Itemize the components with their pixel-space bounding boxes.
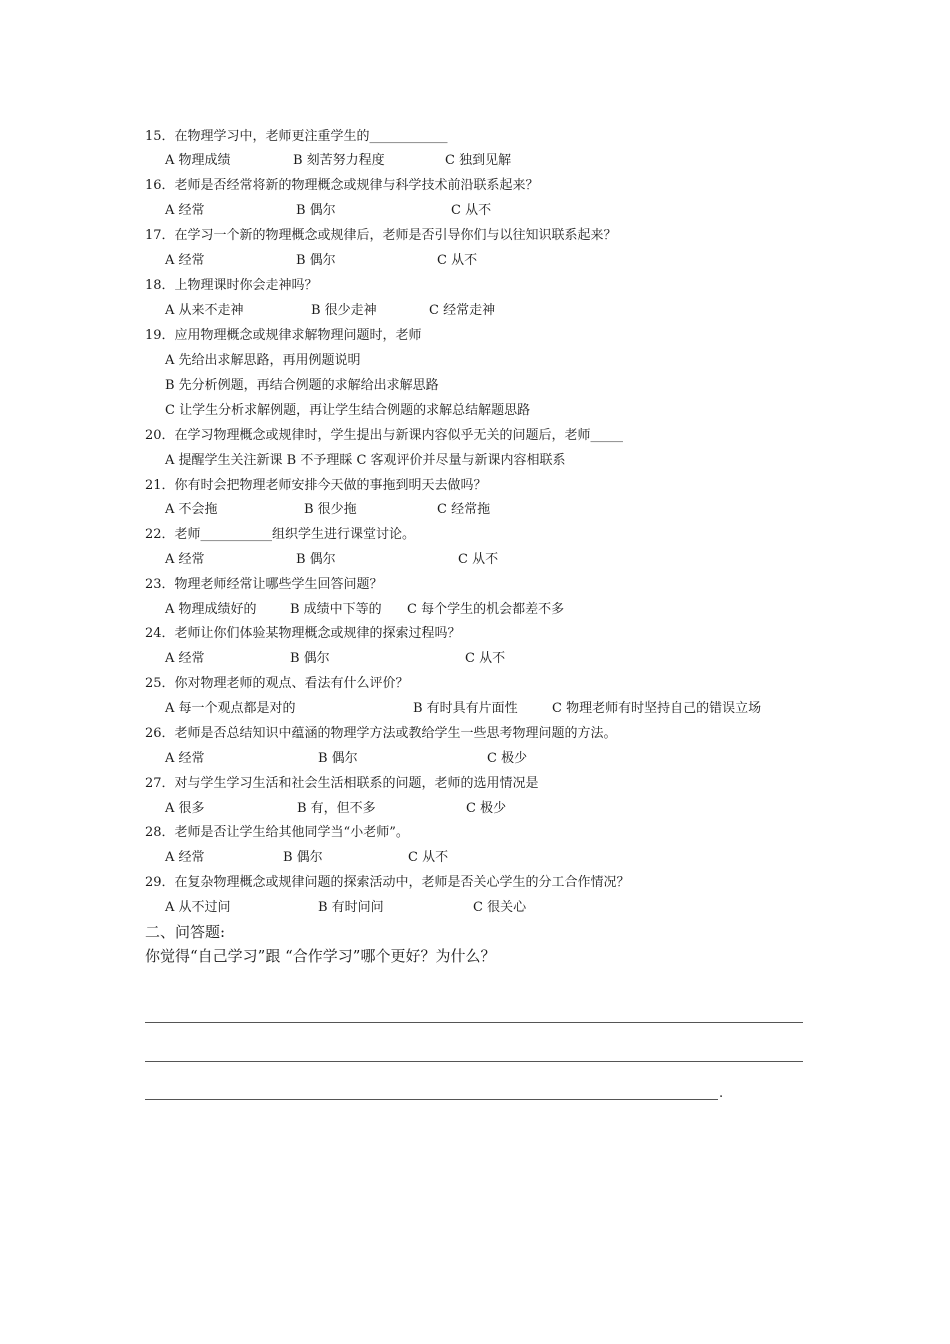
- option-21-c: C 经常拖: [437, 502, 491, 517]
- option-15-c: C 独到见解: [445, 153, 512, 168]
- answer-line-2[interactable]: [145, 1061, 803, 1062]
- question-21: 21．你有时会把物理老师安排今天做的事拖到明天去做吗？: [145, 478, 487, 493]
- option-16-b: B 偶尔: [296, 203, 336, 218]
- question-26: 26．老师是否总结知识中蕴涵的物理学方法或教给学生一些思考物理问题的方法。: [145, 726, 617, 741]
- question-20: 20．在学习物理概念或规律时，学生提出与新课内容似乎无关的问题后，老师_____: [145, 428, 624, 443]
- option-22-b: B 偶尔: [296, 552, 336, 567]
- question-28: 28．老师是否让学生给其他同学当“小老师”。: [145, 825, 409, 840]
- option-17-b: B 偶尔: [296, 253, 336, 268]
- option-25-b: B 有时具有片面性: [413, 701, 518, 716]
- option-16-c: C 从不: [451, 203, 492, 218]
- question-22: 22．老师___________组织学生进行课堂讨论。: [145, 527, 416, 542]
- option-22-c: C 从不: [458, 552, 499, 567]
- option-15-a: A 物理成绩: [165, 153, 231, 168]
- option-24-c: C 从不: [465, 651, 506, 666]
- option-24-b: B 偶尔: [290, 651, 330, 666]
- option-29-a: A 从不过问: [165, 900, 231, 915]
- question-18: 18．上物理课时你会走神吗？: [145, 278, 318, 293]
- option-29-b: B 有时问问: [318, 900, 384, 915]
- option-15-b: B 刻苦努力程度: [293, 153, 385, 168]
- option-19-c: C 让学生分析求解例题，再让学生结合例题的求解总结解题思路: [165, 403, 531, 418]
- option-28-b: B 偶尔: [283, 850, 323, 865]
- question-17: 17．在学习一个新的物理概念或规律后，老师是否引导你们与以往知识联系起来？: [145, 228, 617, 243]
- option-16-a: A 经常: [165, 203, 205, 218]
- option-21-a: A 不会拖: [165, 502, 218, 517]
- option-28-a: A 经常: [165, 850, 205, 865]
- option-22-a: A 经常: [165, 552, 205, 567]
- option-18-a: A 从来不走神: [165, 303, 244, 318]
- option-23-a: A 物理成绩好的: [165, 602, 257, 617]
- essay-question: 你觉得“自己学习”跟 “合作学习”哪个更好？为什么？: [145, 947, 496, 965]
- option-26-c: C 极少: [487, 751, 528, 766]
- option-29-c: C 很关心: [473, 900, 527, 915]
- option-25-a: A 每一个观点都是对的: [165, 701, 296, 716]
- question-16: 16．老师是否经常将新的物理概念或规律与科学技术前沿联系起来？: [145, 178, 539, 193]
- option-28-c: C 从不: [408, 850, 449, 865]
- question-25: 25．你对物理老师的观点、看法有什么评价？: [145, 676, 409, 691]
- option-27-b: B 有，但不多: [297, 801, 376, 816]
- question-24: 24．老师让你们体验某物理概念或规律的探索过程吗？: [145, 626, 461, 641]
- end-period: .: [719, 1086, 724, 1101]
- question-29: 29．在复杂物理概念或规律问题的探索活动中，老师是否关心学生的分工合作情况？: [145, 875, 630, 890]
- option-27-c: C 极少: [466, 801, 507, 816]
- option-18-c: C 经常走神: [429, 303, 496, 318]
- answer-line-1[interactable]: [145, 1022, 803, 1023]
- question-15: 15．在物理学习中，老师更注重学生的____________: [145, 129, 448, 144]
- option-17-a: A 经常: [165, 253, 205, 268]
- question-23: 23．物理老师经常让哪些学生回答问题？: [145, 577, 383, 592]
- option-19-b: B 先分析例题，再结合例题的求解给出求解思路: [165, 378, 439, 393]
- option-26-a: A 经常: [165, 751, 205, 766]
- option-18-b: B 很少走神: [311, 303, 377, 318]
- option-23-c: C 每个学生的机会都差不多: [407, 602, 565, 617]
- option-21-b: B 很少拖: [304, 502, 357, 517]
- question-19: 19．应用物理概念或规律求解物理问题时，老师: [145, 328, 422, 343]
- question-27: 27．对与学生学习生活和社会生活相联系的问题，老师的选用情况是: [145, 776, 539, 791]
- option-27-a: A 很多: [165, 801, 205, 816]
- option-23-b: B 成绩中下等的: [290, 602, 382, 617]
- option-20-abc: A 提醒学生关注新课 B 不予理睬 C 客观评价并尽量与新课内容相联系: [165, 453, 566, 468]
- section-heading: 二、问答题:: [145, 923, 226, 941]
- option-19-a: A 先给出求解思路，再用例题说明: [165, 353, 361, 368]
- option-17-c: C 从不: [437, 253, 478, 268]
- option-24-a: A 经常: [165, 651, 205, 666]
- answer-line-3[interactable]: [145, 1099, 718, 1100]
- option-26-b: B 偶尔: [318, 751, 358, 766]
- option-25-c: C 物理老师有时坚持自己的错误立场: [552, 701, 762, 716]
